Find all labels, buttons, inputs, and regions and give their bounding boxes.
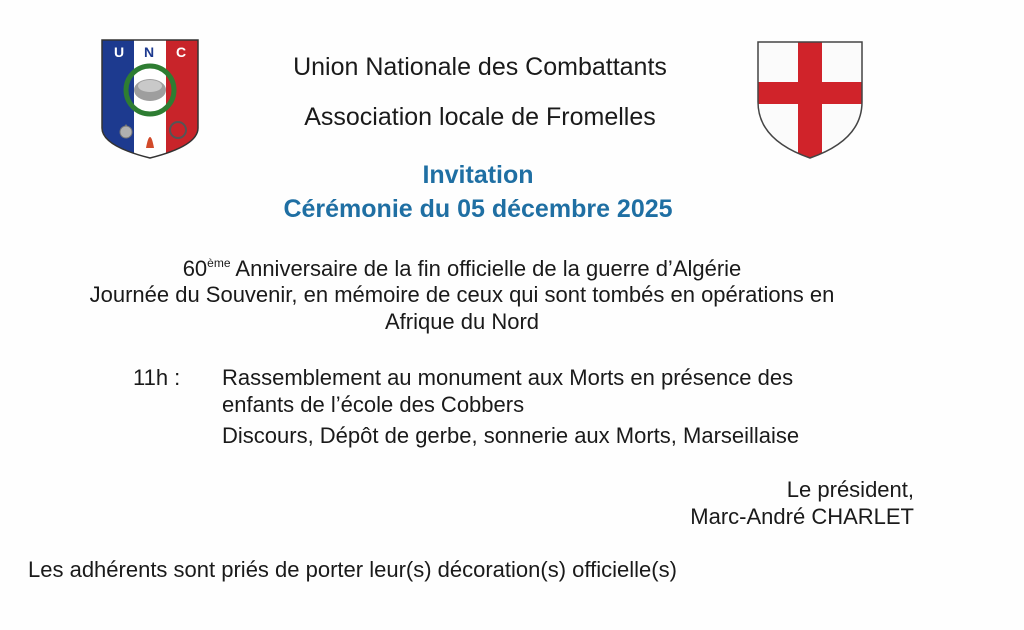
fromelles-shield-icon	[756, 40, 864, 160]
invitation-title: Invitation	[422, 161, 534, 189]
program-time: 11h :	[133, 365, 181, 390]
unc-letter-n: N	[144, 44, 155, 60]
program-line-1: Rassemblement au monument aux Morts en présence des	[222, 365, 794, 390]
signature-title: Le président,	[786, 477, 914, 502]
program-line-2: enfants de l’école des Cobbers	[222, 392, 525, 417]
anniversary-suffix: ème	[207, 256, 231, 270]
souvenir-line-1: Journée du Souvenir, en mémoire de ceux qui sont tombés en opérations en	[89, 282, 835, 307]
unc-logo-icon	[100, 38, 200, 160]
program-line-3: Discours, Dépôt de gerbe, sonnerie aux Morts, Marseillaise	[222, 423, 800, 448]
souvenir-line-2: Afrique du Nord	[384, 309, 540, 334]
anniversary-line	[20, 250, 904, 282]
association-name: Association locale de Fromelles	[304, 103, 656, 131]
unc-letter-c: C	[176, 44, 187, 60]
signature-name: Marc-André CHARLET	[690, 504, 914, 529]
unc-letter-u: U	[114, 44, 125, 60]
ceremony-title: Cérémonie du 05 décembre 2025	[283, 195, 673, 223]
footer-note: Les adhérents sont priés de porter leur(s) décoration(s) officielle(s)	[28, 557, 677, 582]
org-name: Union Nationale des Combattants	[293, 53, 667, 81]
anniversary-text: Anniversaire de la fin officielle de la guerre d’Algérie	[230, 256, 742, 281]
anniversary-number: 60	[182, 256, 208, 281]
